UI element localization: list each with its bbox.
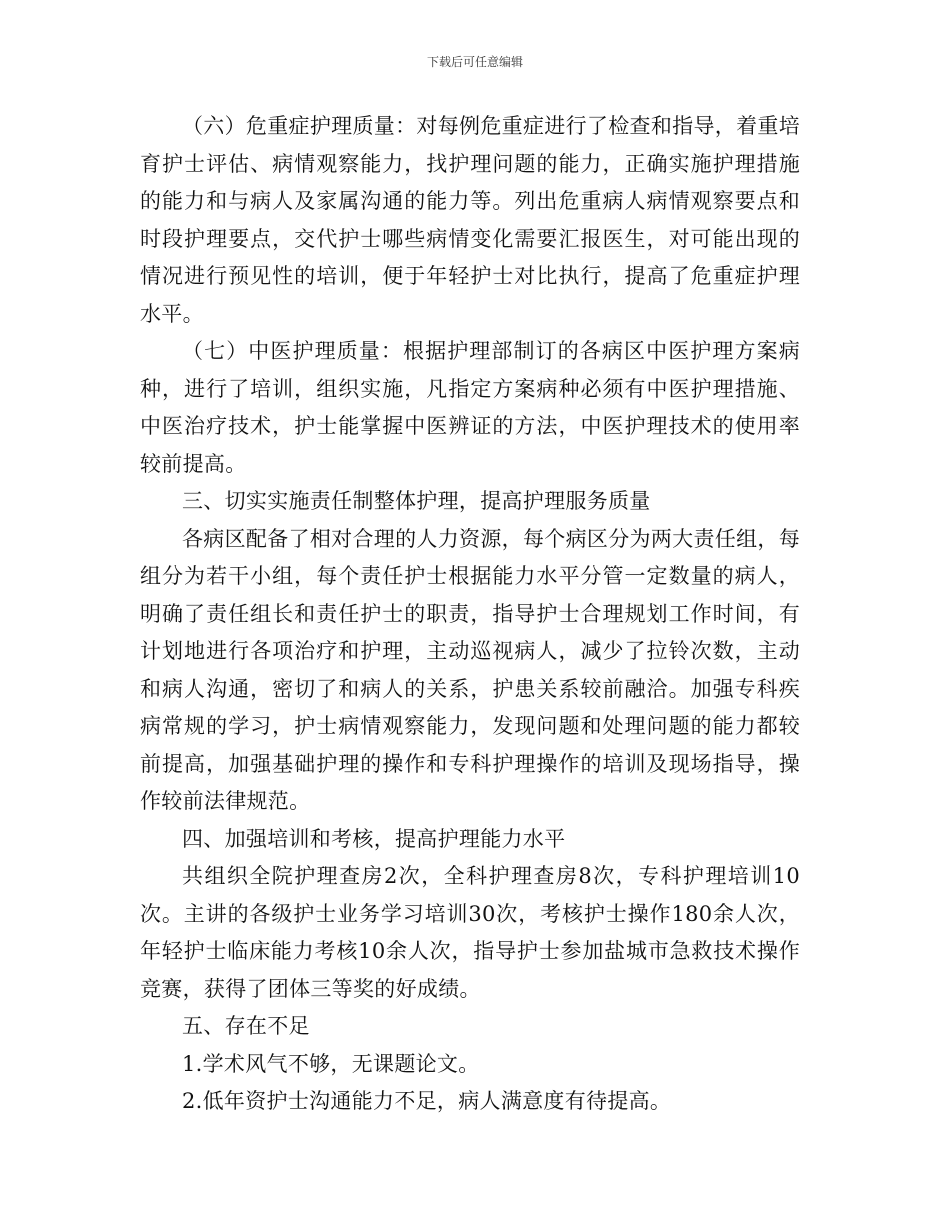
section-heading-responsibility-nursing: 三、切实实施责任制整体护理，提高护理服务质量 (182, 489, 651, 513)
section-heading-training-assessment: 四、加强培训和考核，提高护理能力水平 (182, 826, 566, 851)
document-body (140, 108, 800, 1121)
list-item-shortcoming-1: 1.学术风气不够，无课题论文。 (182, 1051, 480, 1076)
list-item-shortcoming-2: 2.低年资护士沟通能力不足，病人满意度有待提高。 (182, 1089, 672, 1113)
section-heading-shortcomings: 五、存在不足 (182, 1014, 310, 1038)
paragraph-tcm-nursing-quality: （七）中医护理质量：根据护理部制订的各病区中医护理方案病种，进行了培训，组织实施，凡指定方案病种必须有中医护理措施、中医治疗技术，护士能掌握中医辨证的方法，中医护理技术的使用率较前提高。 (140, 339, 800, 476)
paragraph-critical-care-quality: （六）危重症护理质量：对每例危重症进行了检查和指导，着重培育护士评估、病情观察能力，找护理问题的能力，正确实施护理措施的能力和与病人及家属沟通的能力等。列出危重病人病情观察要点和时段护理要点，交代护士哪些病情变化需要汇报医生，对可能出现的情况进行预见性的培训，便于年轻护士对比执行，提高了危重症护理水平。 (140, 114, 800, 326)
paragraph-training-assessment: 共组织全院护理查房2次，全科护理查房8次，专科护理培训10次。主讲的各级护士业务学习培训30次，考核护士操作180余人次，年轻护士临床能力考核10余人次，指导护士参加盐城市急救技术操作竞赛，获得了团体三等奖的好成绩。 (140, 864, 800, 1001)
page-header-note: 下载后可任意编辑 (426, 55, 523, 69)
paragraph-responsibility-nursing: 各病区配备了相对合理的人力资源，每个病区分为两大责任组，每组分为若干小组，每个责任护士根据能力水平分管一定数量的病人，明确了责任组长和责任护士的职责，指导护士合理规划工作时间，有计划地进行各项治疗和护理，主动巡视病人，减少了拉铃次数，主动和病人沟通，密切了和病人的关系，护患关系较前融洽。加强专科疾病常规的学习，护士病情观察能力，发现问题和处理问题的能力都较前提高，加强基础护理的操作和专科护理操作的培训及现场指导，操作较前法律规范。 (140, 526, 800, 813)
